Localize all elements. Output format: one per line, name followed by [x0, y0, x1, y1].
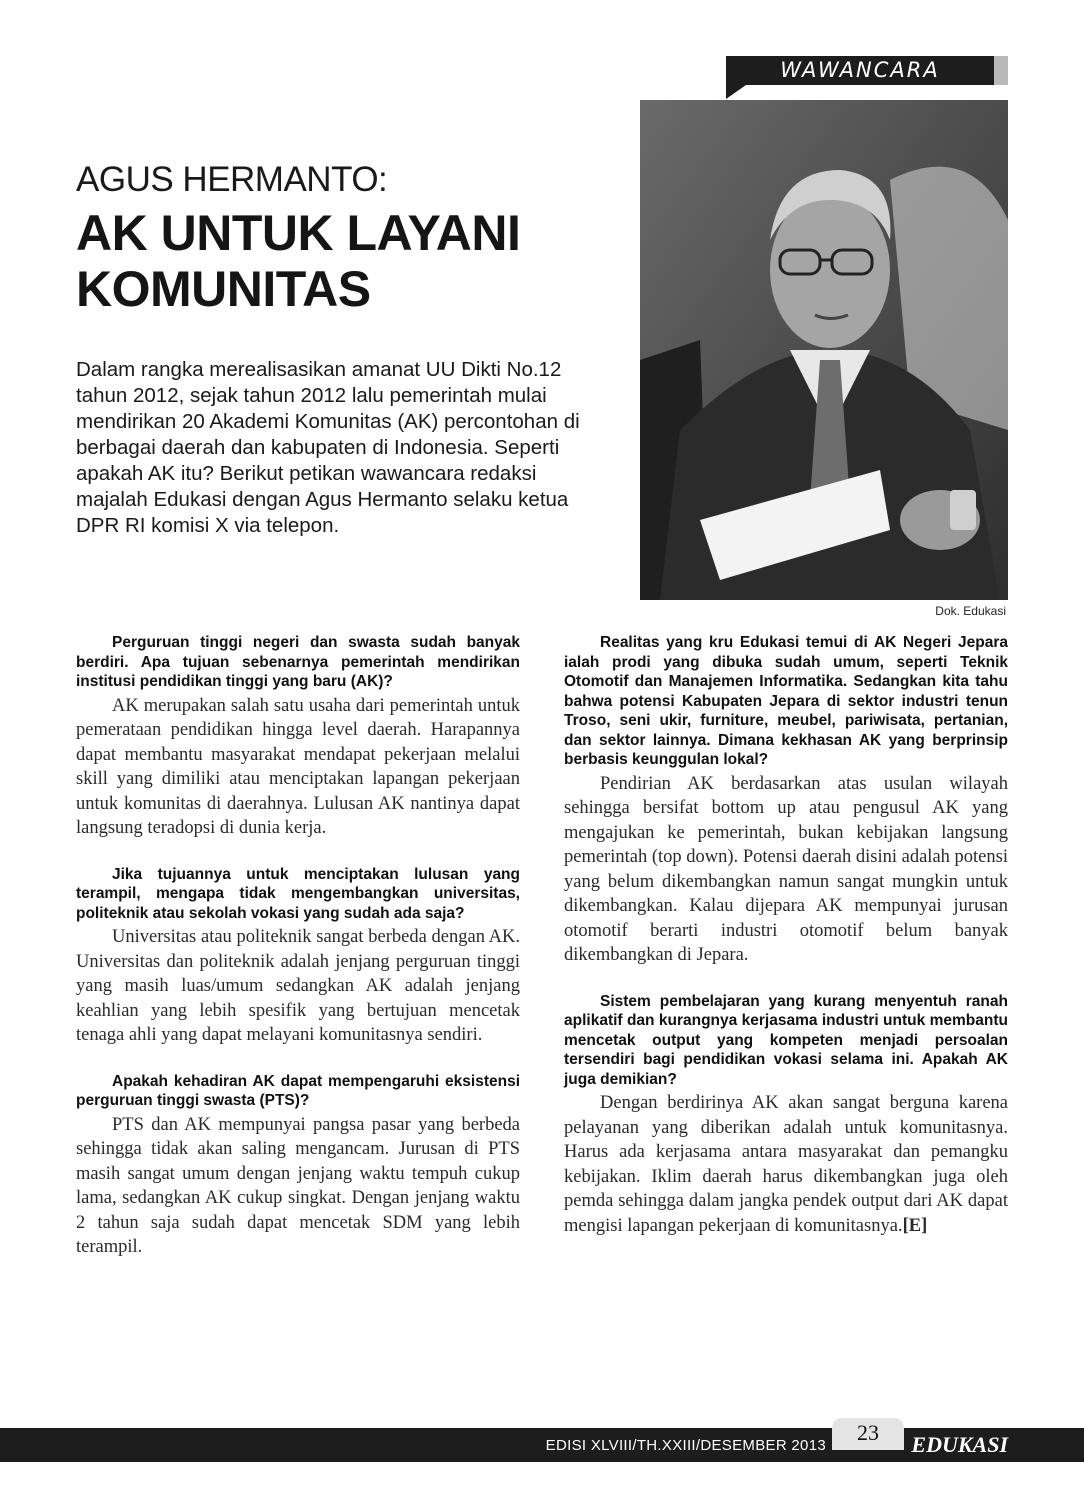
article-lead: Dalam rangka merealisasikan amanat UU Dikti No.12 tahun 2012, sejak tahun 2012 lalu pemerintah mulai mendirikan 20 Akademi Komunitas (AK) percontohan di berbagai daerah dan kabupaten di Indonesia. Seperti apakah AK itu? Berikut petikan wawancara redaksi majalah Edukasi dengan Agus Hermanto selaku ketua DPR RI komisi X via telepon.: [76, 358, 580, 537]
section-tag-notch: [726, 85, 746, 99]
question-2: Jika tujuannya untuk menciptakan lulusan yang terampil, mengapa tidak mengembangkan universitas, politeknik atau sekolah vokasi yang sudah ada saja?: [76, 865, 520, 922]
answer-2: Universitas atau politeknik sangat berbeda dengan AK. Universitas dan politeknik adalah jenjang perguruan tinggi yang masih luas/umum sedangkan AK adalah jenjang keahlian yang lebih spesifik yang bertujuan mencetak tenaga ahli yang dapat melayani komunitasnya sendiri.: [76, 927, 520, 1045]
question-3: Apakah kehadiran AK dapat mempengaruhi eksistensi perguruan tinggi swasta (PTS)?: [76, 1072, 520, 1109]
magazine-brand: EDUKASI: [911, 1432, 1008, 1457]
footer-edition: EDISI XLVIII/TH.XXIII/DESEMBER 2013: [545, 1437, 826, 1454]
section-tag-accent: [994, 56, 1008, 85]
portrait-illustration: [640, 100, 1008, 600]
section-tag: WAWANCARA: [726, 56, 994, 85]
answer-4: Pendirian AK berdasarkan atas usulan wilayah sehingga bersifat bottom up atau pengusul AK yang mengajukan ke pemerintah, bukan kebijakan langsung pemerintah (top down). Potensi daerah disini adalah potensi yang belum dikembangkan namun sangat mungkin untuk dikembangkan. Kalau dijepara AK mempunyai jurusan otomotif berarti industri otomotif belum banyak dikembangkan di Jepara.: [564, 773, 1008, 965]
question-4: Realitas yang kru Edukasi temui di AK Negeri Jepara ialah prodi yang dibuka sudah umum, seperti Teknik Otomotif dan Manajemen Informatika. Sedangkan kita tahu bahwa potensi Kabupaten Jepara di sektor industri tenun Troso, seni ukir, furniture, meubel, pariwisata, pertanian, dan sektor lainnya. Dimana kekhasan AK yang berprinsip berbasis keunggulan lokal?: [564, 634, 1008, 768]
column-right: [564, 633, 1008, 1262]
question-1: Perguruan tinggi negeri dan swasta sudah banyak berdiri. Apa tujuan sebenarnya pemerintah mendirikan institusi pendidikan tinggi yang baru (AK)?: [76, 634, 520, 690]
question-5: Sistem pembelajaran yang kurang menyentuh ranah aplikatif dan kurangnya kerjasama industri untuk membantu mencetak output yang kompeten menjadi persoalan tersendiri bagi pendidikan vokasi selama ini. Apakah AK juga demikian?: [564, 992, 1008, 1088]
column-left: [76, 633, 520, 1284]
interview-photo: [640, 100, 1008, 600]
answer-5-text: Dengan berdirinya AK akan sangat berguna karena pelayanan yang diberikan adalah untuk komunitasnya. Harus ada kerjasama antara masyarakat dan pemangku kebijakan. Iklim daerah harus dikembangkan juga oleh pemda sehingga dalam jangka pendek output dari AK dapat mengisi lapangan pekerjaan di komunitasnya.: [564, 1093, 1008, 1236]
article-title: AK UNTUK LAYANI KOMUNITAS: [76, 205, 521, 317]
answer-3: PTS dan AK mempunyai pangsa pasar yang berbeda sehingga tidak akan saling mengancam. Jurusan di PTS masih sangat umum dengan jenjang waktu tempuh cukup lama, sedangkan AK cukup singkat. Dengan jenjang waktu 2 tahun saja sudah dapat mencetak SDM yang lebih terampil.: [76, 1114, 520, 1257]
page-number: 23: [857, 1420, 879, 1445]
answer-1: AK merupakan salah satu usaha dari pemerintah untuk pemerataan pendidikan hingga level daerah. Harapannya dapat membantu masyarakat mendapat pekerjaan melalui skill yang dimiliki atau menciptakan lapangan pekerjaan untuk komunitas di daerahnya. Lulusan AK nantinya dapat langsung teradopsi di dunia kerja.: [76, 695, 520, 838]
end-mark: [E]: [902, 1215, 928, 1236]
answer-5: [564, 1091, 1008, 1238]
article-kicker: AGUS HERMANTO:: [76, 160, 388, 199]
photo-caption: Dok. Edukasi: [935, 604, 1006, 618]
